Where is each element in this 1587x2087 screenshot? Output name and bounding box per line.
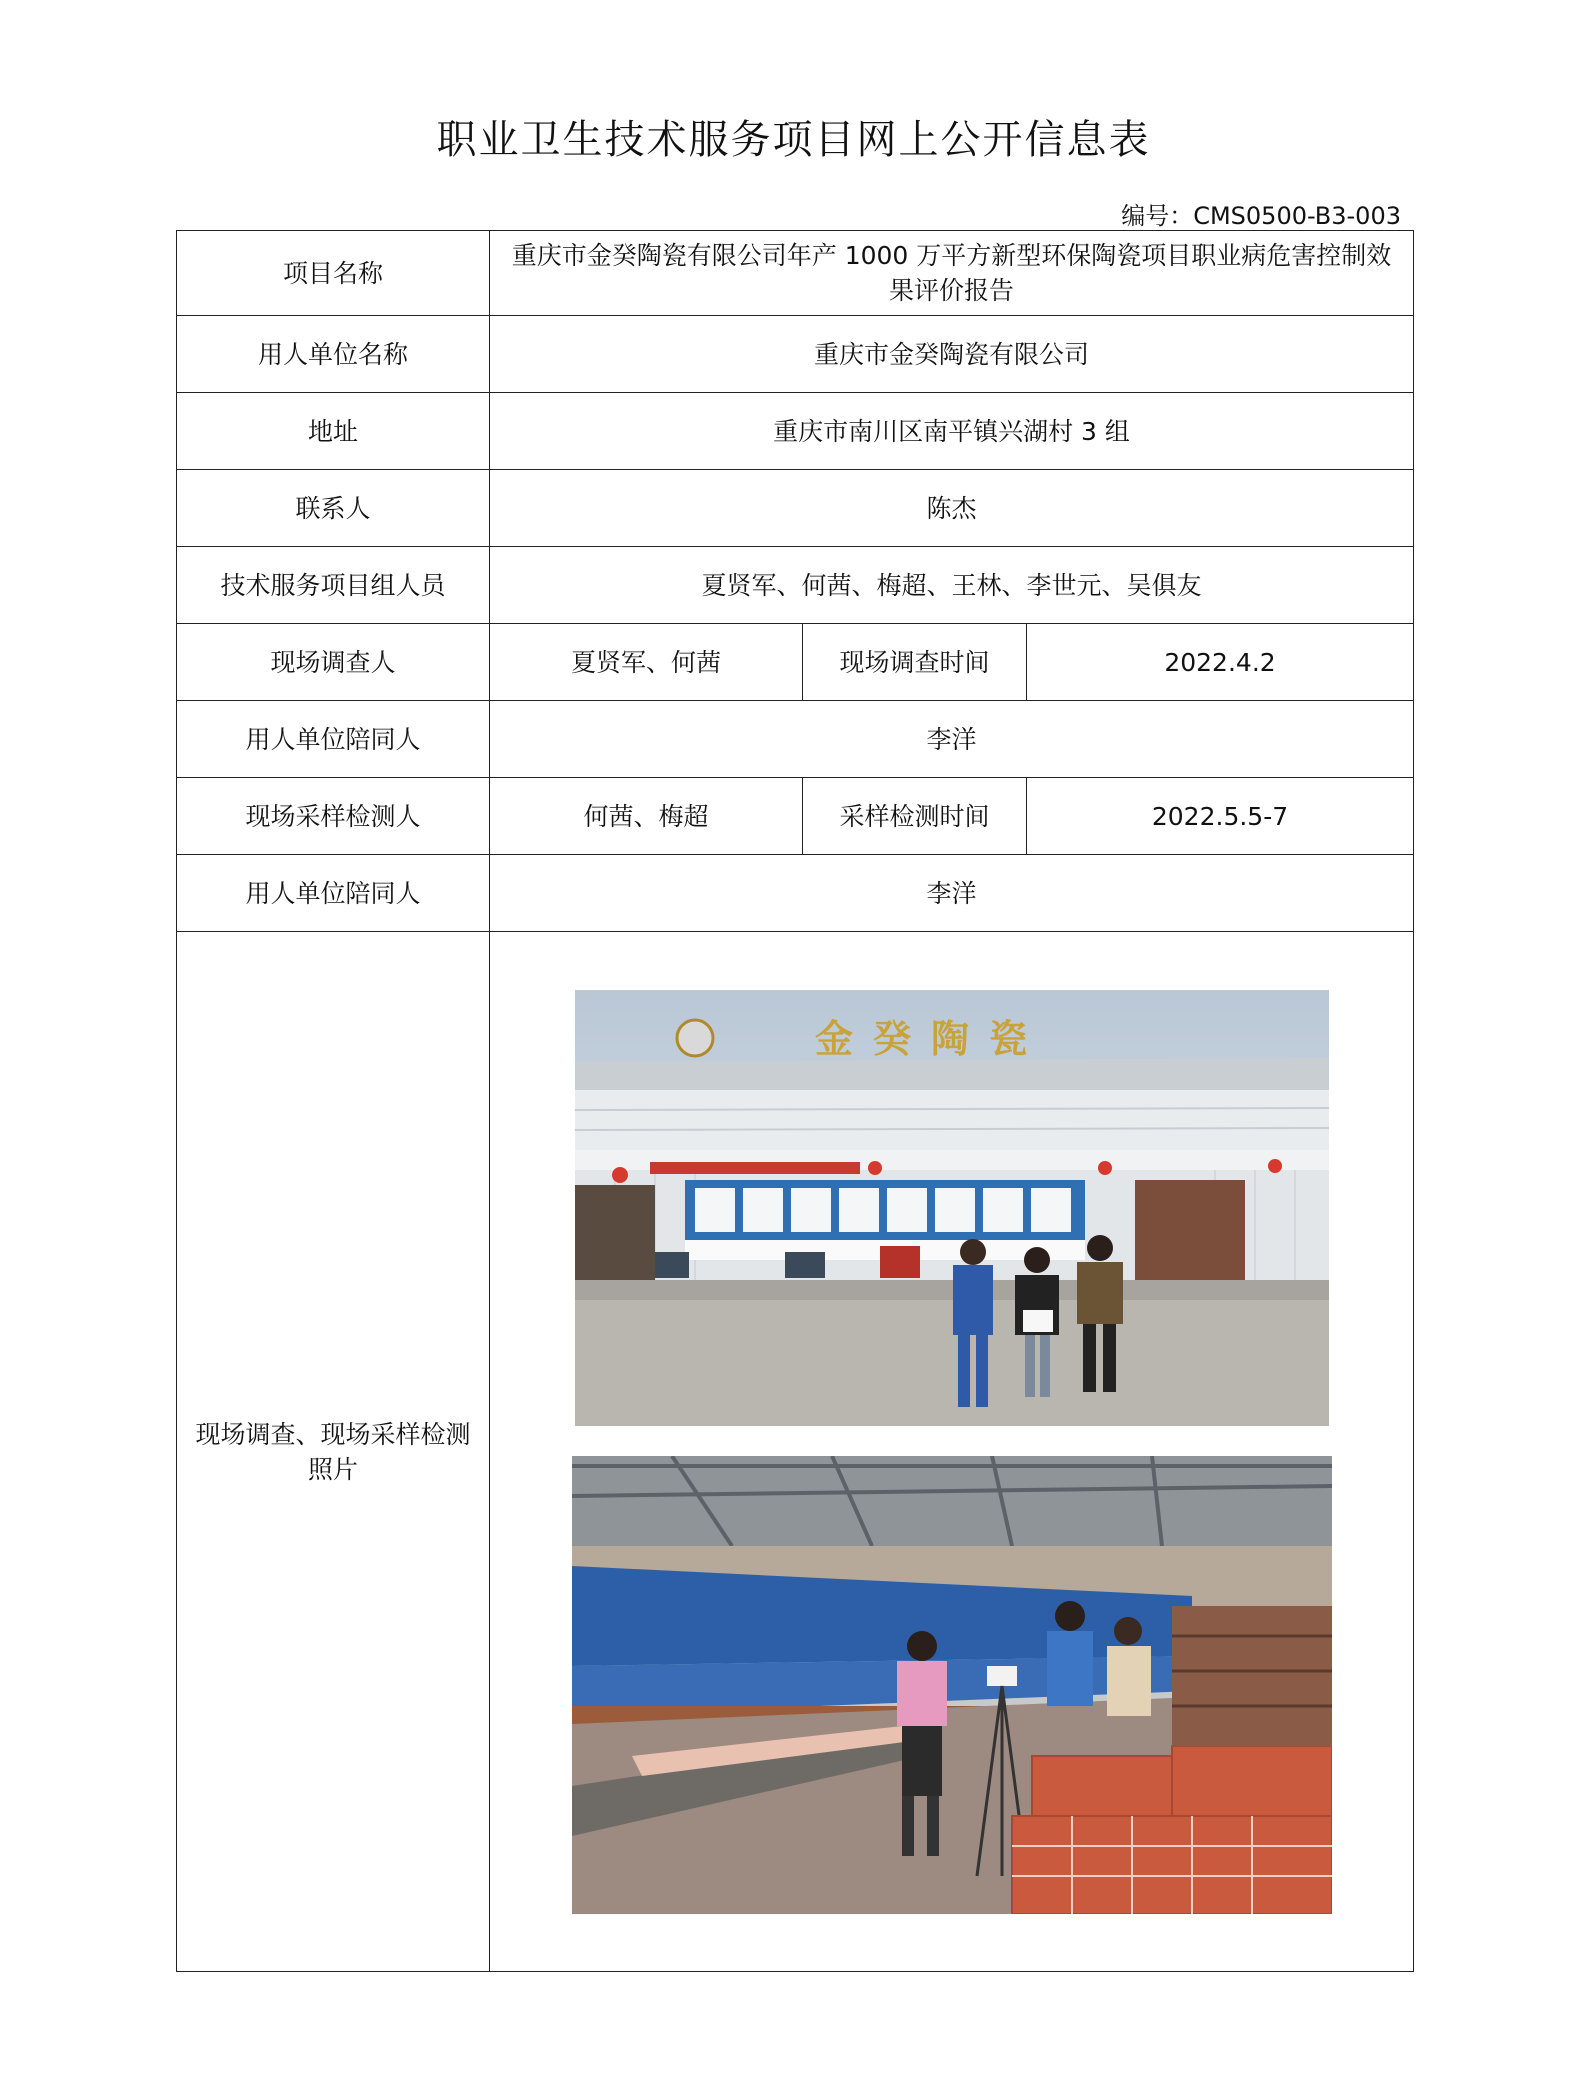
row-employer xyxy=(177,316,1414,393)
accompany-label: 用人单位陪同人 xyxy=(177,855,490,932)
survey-time-label: 现场调查时间 xyxy=(803,624,1027,701)
address-label: 地址 xyxy=(177,393,490,470)
accompany-label: 用人单位陪同人 xyxy=(177,701,490,778)
row-team xyxy=(177,547,1414,624)
contact-label: 联系人 xyxy=(177,470,490,547)
page-title: 职业卫生技术服务项目网上公开信息表 xyxy=(436,117,1151,163)
row-photos xyxy=(177,932,1414,1972)
photos-label: 现场调查、现场采样检测照片 xyxy=(177,932,490,1972)
accompany-value: 李洋 xyxy=(490,701,1414,778)
factory-exterior-photo xyxy=(575,990,1329,1426)
project-name-value: 重庆市金癸陶瓷有限公司年产 1000 万平方新型环保陶瓷项目职业病危害控制效果评价报告 xyxy=(490,231,1414,316)
employer-label: 用人单位名称 xyxy=(177,316,490,393)
team-value: 夏贤军、何茜、梅超、王林、李世元、吴俱友 xyxy=(490,547,1414,624)
employer-value: 重庆市金癸陶瓷有限公司 xyxy=(490,316,1414,393)
sampling-time-label: 采样检测时间 xyxy=(803,778,1027,855)
project-name-label: 项目名称 xyxy=(177,231,490,316)
sampler-value: 何茜、梅超 xyxy=(490,778,803,855)
sampler-label: 现场采样检测人 xyxy=(177,778,490,855)
row-sampling xyxy=(177,778,1414,855)
row-address xyxy=(177,393,1414,470)
document-number: 编号：CMS0500-B3-003 xyxy=(1121,202,1401,230)
surveyor-label: 现场调查人 xyxy=(177,624,490,701)
factory-sign-text: 金癸陶瓷 xyxy=(814,1016,1047,1061)
team-label: 技术服务项目组人员 xyxy=(177,547,490,624)
address-value: 重庆市南川区南平镇兴湖村 3 组 xyxy=(490,393,1414,470)
info-table xyxy=(176,230,1414,1972)
sampling-time-value: 2022.5.5-7 xyxy=(1027,778,1414,855)
workshop-sampling-photo xyxy=(572,1456,1332,1914)
row-survey xyxy=(177,624,1414,701)
contact-value: 陈杰 xyxy=(490,470,1414,547)
row-project-name xyxy=(177,231,1414,316)
row-contact xyxy=(177,470,1414,547)
row-accompany-2 xyxy=(177,855,1414,932)
photos-cell xyxy=(490,932,1414,1972)
accompany-value: 李洋 xyxy=(490,855,1414,932)
row-accompany-1 xyxy=(177,701,1414,778)
survey-time-value: 2022.4.2 xyxy=(1027,624,1414,701)
surveyor-value: 夏贤军、何茜 xyxy=(490,624,803,701)
